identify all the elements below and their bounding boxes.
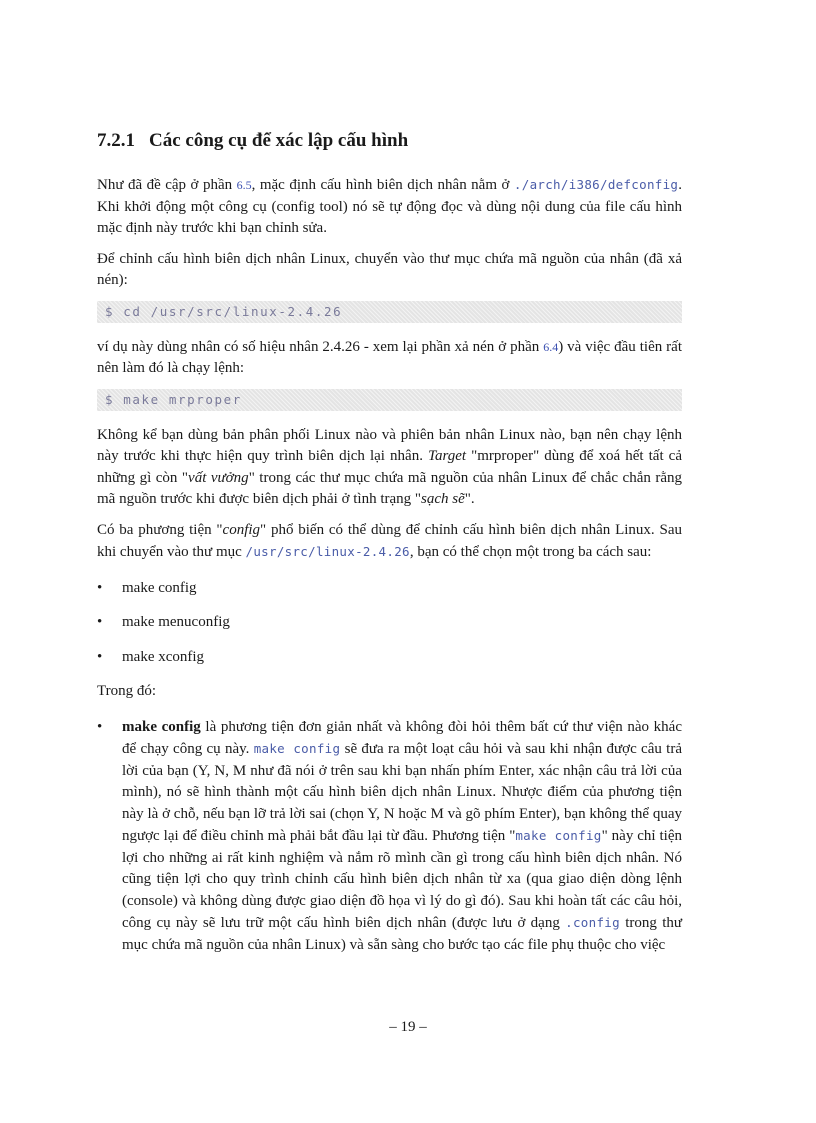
text: Như đã đề cập ở phần: [97, 177, 237, 193]
paragraph-mrproper-explain: [97, 425, 682, 511]
text: , mặc định cấu hình biên dịch nhân nằm ở: [251, 177, 514, 193]
list-item: [97, 717, 682, 957]
config-options-list: [97, 578, 682, 669]
term: make config: [122, 718, 201, 735]
option-label: make menuconfig: [122, 614, 230, 630]
text: "mrproper" dùng để xoá hết tất cả những gì còn ": [97, 448, 682, 486]
config-details-list: [97, 717, 682, 957]
text: trong thư mục chứa mã nguồn của nhân Linux) và sẵn sàng cho bước tạo các file phụ thuộc cho việc: [122, 915, 682, 953]
paragraph-mrproper-intro: [97, 337, 682, 380]
text: ".: [464, 491, 475, 507]
inline-code: .config: [565, 915, 620, 930]
inline-code: make config: [515, 828, 602, 843]
bullet-icon: •: [97, 614, 103, 630]
command-box-mrproper: [97, 389, 682, 411]
inline-path: /usr/src/linux-2.4.26: [245, 544, 410, 559]
page-number: – 19 –: [389, 1019, 427, 1035]
inline-path: ./arch/i386/defconfig: [513, 177, 679, 192]
text: . Khi khởi động một công cụ (config tool) nó sẽ tự động đọc và dùng nội dung của file cấu hình mặc định này trước khi bạn chỉnh sửa.: [97, 177, 683, 236]
page-content: [97, 128, 682, 956]
section-ref-link[interactable]: 6.4: [543, 339, 559, 354]
paragraph-where: Trong đó:: [97, 683, 157, 699]
option-label: make config: [122, 579, 197, 596]
emphasis: vất vưởng: [188, 469, 249, 486]
section-heading: [97, 128, 682, 154]
text: , bạn có thể chọn một trong ba cách sau:: [409, 544, 652, 560]
paragraph-config-tools: [97, 520, 682, 564]
command-text: $ make mrproper: [105, 391, 242, 407]
text: là phương tiện đơn giản nhất và không đòi hỏi thêm bất cứ thư viện nào khác để chạy công cụ này.: [122, 718, 682, 757]
emphasis: Target: [428, 448, 467, 464]
section-ref-link[interactable]: 6.5: [236, 178, 252, 192]
text: ) và việc đầu tiên rất nên làm đó là chạy lệnh:: [97, 338, 682, 376]
text: Có ba phương tiện ": [97, 521, 223, 538]
option-label: make xconfig: [122, 648, 205, 665]
text: " phổ biến có thể dùng để chỉnh cấu hình biên dịch nhân Linux. Sau khi chuyển vào thư mục: [97, 521, 682, 560]
text: " trong các thư mục chứa mã nguồn của nhân Linux để chắc chắn rằng mã nguồn trước khi được biên dịch phải ở tình trạng ": [97, 469, 682, 507]
text: " này chỉ tiện lợi cho những ai rất kinh nghiệm và nắm rõ mình cần gì trong cấu hình biên dịch nhân. Nó cũng tiện lợi cho quy trình chỉnh cấu hình biên dịch nhân từ xa (qua giao diện dòng lệnh (console) và không dùng được giao diện đồ họa vì lý do gì đó). Sau khi hoàn tất các câu hỏi, công cụ này sẽ lưu trữ một cấu hình biên dịch nhân (được lưu ở dạng: [122, 828, 682, 931]
paragraph-change-dir: Để chỉnh cấu hình biên dịch nhân Linux, chuyển vào thư mục chứa mã nguồn của nhân (đã xả nén):: [97, 250, 682, 288]
section-title: Các công cụ để xác lập cấu hình: [149, 130, 409, 151]
bullet-icon: •: [97, 648, 103, 665]
bullet-icon: •: [97, 579, 103, 596]
command-box-cd: [97, 301, 682, 323]
emphasis: sạch sẽ: [421, 491, 465, 507]
text: sẽ đưa ra một loạt câu hỏi và sau khi nhận được câu trả lời của bạn (Y, N, M như đã nói ở trên sau khi bạn nhấn phím Enter, xác nhận câu trả lời của mình), nó sẽ hình thành một cấu hình biên dịch nhân Linux. Nhược điểm của phương tiện này là ở chỗ, nếu bạn lỡ trả lời sai (chọn Y, N hoặc M và gõ phím Enter), bạn không thể quay ngược lại để điều chỉnh mà phải bắt đầu lại từ đầu. Phương tiện ": [122, 741, 682, 844]
emphasis: config: [222, 521, 261, 538]
list-item: [97, 578, 682, 600]
command-text: $ cd /usr/src/linux-2.4.26: [105, 303, 343, 319]
section-number: 7.2.1: [97, 130, 135, 151]
list-item: [97, 612, 682, 634]
paragraph-intro: [97, 174, 682, 240]
inline-code: make config: [253, 741, 341, 756]
bullet-icon: •: [97, 718, 103, 735]
text: ví dụ này dùng nhân có số hiệu nhân 2.4.26 - xem lại phần xả nén ở phần: [97, 338, 544, 355]
text: Không kể bạn dùng bản phân phối Linux nào và phiên bản nhân Linux nào, bạn nên chạy lệnh này trước khi thực hiện quy trình biên dịch lại nhân.: [97, 426, 682, 464]
list-item: [97, 647, 682, 669]
